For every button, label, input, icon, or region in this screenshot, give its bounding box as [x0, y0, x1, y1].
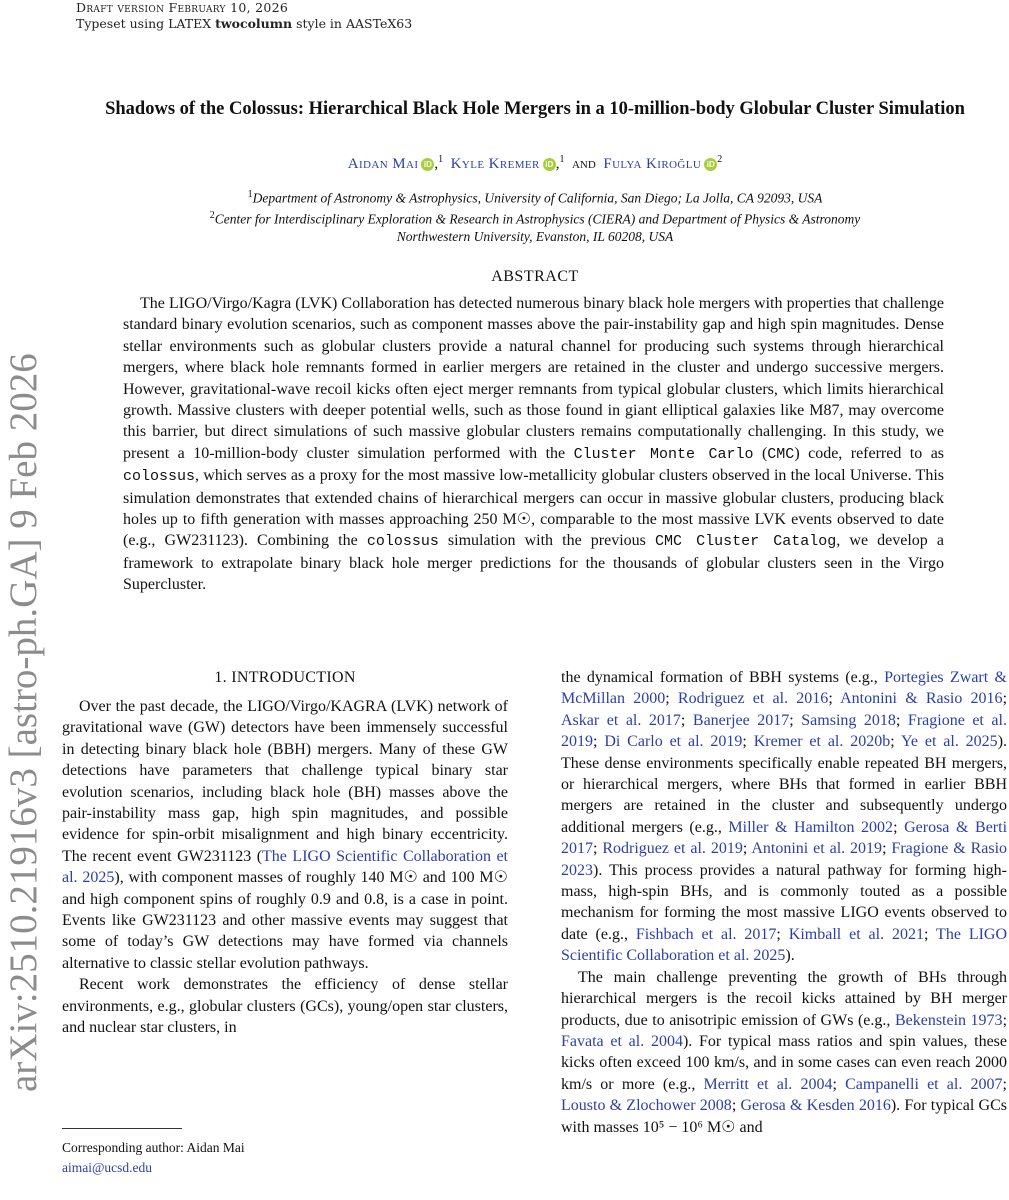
abstract-body: The LIGO/Virgo/Kagra (LVK) Collaboration has detected numerous binary black hole mergers with properties that challenge standard binary evolution scenarios, such as component masses above the pair-instability gap and high spin magnitudes. Dense stellar environments such as globular clusters provide a natural channel for producing such systems through hierarchical mergers, where black hole remnants formed in earlier mergers are retained in the cluster and undergo successive mergers. However, gravitational-wave recoil kicks often eject merger remnants from typical globular clusters, which limits hierarchical growth. Massive clusters with deeper potential wells, such as those found in giant elliptical galaxies like M87, may overcome this barrier, but direct simulations of such massive globular clusters remains computationally challenging. In this study, we present a 10-million-body cluster simulation performed with the Cluster Monte Carlo (CMC) code, referred to as colossus, which serves as a proxy for the most massive low-metallicity globular clusters observed in the local Universe. This simulation demonstrates that extended chains of hierarchical mergers can occur in massive globular clusters, producing black holes up to fifth generation with masses approaching 250 M☉, comparable to the most massive LVK events observed to date (e.g., GW231123). Combining the colossus simulation with the previous CMC Cluster Catalog, we develop a framework to extrapolate binary black hole merger predictions for the thousands of globular clusters seen in the Virgo Supercluster.: [123, 295, 945, 594]
citation-link[interactable]: Portegies Zwart & McMillan 2000: [561, 669, 1007, 708]
citation-link[interactable]: Banerjee 2017: [692, 711, 790, 729]
citation-link[interactable]: Gerosa & Berti 2017: [561, 818, 1008, 858]
corresponding-author: Corresponding author: Aidan Mai: [62, 1140, 245, 1155]
author-link[interactable]: Aidan Mai: [347, 156, 419, 172]
right-column: [561, 667, 1007, 1138]
citation-link[interactable]: Gerosa & Kesden 2016: [740, 1097, 891, 1115]
orcid-icon[interactable]: iD: [421, 158, 434, 171]
affiliation-2-line2: Northwestern University, Evanston, IL 60208, USA: [396, 229, 674, 244]
citation-link[interactable]: Antonini et al. 2019: [751, 840, 883, 858]
citation-link[interactable]: Fishbach et al. 2017: [635, 925, 777, 943]
latex-logo: LATEX: [168, 16, 212, 31]
citation-link[interactable]: Rodriguez et al. 2016: [677, 690, 829, 708]
arxiv-sidebar-stamp: arXiv:2510.21916v3 [astro-ph.GA] 9 Feb 2026: [2, 353, 45, 1092]
citation-link[interactable]: The LIGO Scientific Collaboration et al. 2025: [561, 925, 1008, 965]
draft-version: Draft version February 10, 2026: [76, 0, 289, 15]
paper-title: Shadows of the Colossus: Hierarchical Black Hole Mergers in a 10-million-body Globular Cluster Simulation: [105, 99, 965, 119]
affiliation-2: $^2$Center for Interdisciplinary Exploration & Research in Astrophysics (CIERA) and Department of Physics & Astronomy: [209, 210, 861, 227]
citation-link[interactable]: Bekenstein 1973: [894, 1011, 1003, 1029]
citation-link[interactable]: Merritt et al. 2004: [703, 1075, 833, 1093]
citation-link[interactable]: Kimball et al. 2021: [788, 925, 924, 943]
author-link[interactable]: Fulya Kiroğlu: [603, 156, 702, 172]
orcid-icon[interactable]: iD: [704, 158, 717, 171]
email-link[interactable]: aimai@ucsd.edu: [62, 1160, 153, 1175]
citation-link[interactable]: Kremer et al. 2020b: [753, 733, 891, 751]
paragraph: the dynamical formation of BBH systems (e.g., Portegies Zwart & McMillan 2000; Rodriguez et al. 2016; Antonini & Rasio 2016; Askar et al. 2017; Banerjee 2017; Samsing 2018; Fragione et al. 2019; Di Carlo et al. 2019; Kremer et al. 2020b; Ye et al. 2025). These dense environments specifically enable repeated BH mergers, or hierarchical mergers, where BHs that formed in earlier BBH mergers are retained in the cluster and subsequently undergo additional mergers (e.g., Miller & Hamilton 2002; Gerosa & Berti 2017; Rodriguez et al. 2019; Antonini et al. 2019; Fragione & Rasio 2023). This process provides a natural pathway for forming high-mass, high-spin BHs, and is commonly touted as a possible mechanism for forming the most massive LIGO events observed to date (e.g., Fishbach et al. 2017; Kimball et al. 2021; The LIGO Scientific Collaboration et al. 2025).: [561, 669, 1008, 965]
orcid-icon[interactable]: iD: [543, 158, 556, 171]
left-column: [62, 696, 508, 1039]
citation-link[interactable]: Lousto & Zlochower 2008: [561, 1097, 732, 1115]
author-list: Aidan Mai iD ,$^1$ Kyle Kremer iD ,$^1$ and Fulya Kiroğlu iD $^2$: [347, 154, 723, 172]
citation-link[interactable]: Fragione & Rasio 2023: [561, 840, 1008, 879]
author-link[interactable]: Kyle Kremer: [450, 156, 540, 172]
citation-link[interactable]: Samsing 2018: [801, 711, 896, 729]
citation-link[interactable]: Favata et al. 2004: [561, 1032, 683, 1050]
citation-link[interactable]: Fragione et al. 2019: [561, 711, 1007, 751]
citation-link[interactable]: Askar et al. 2017: [561, 711, 681, 729]
footnote-rule: [62, 1128, 182, 1129]
footnote: [62, 1138, 245, 1178]
citation-link[interactable]: The LIGO Scientific Collaboration et al. 2025: [62, 847, 508, 887]
authors-conjunction: and: [571, 156, 596, 172]
abstract-heading: ABSTRACT: [491, 268, 579, 285]
paragraph: The main challenge preventing the growth of BHs through hierarchical mergers is the recoil kicks attained by BH merger products, due to anisotripic emission of GWs (e.g., Bekenstein 1973; Favata et al. 2004). For typical mass ratios and spin values, these kicks often exceed 100 km/s, and in some cases can even reach 2000 km/s or more (e.g., Merritt et al. 2004; Campanelli et al. 2007; Lousto & Zlochower 2008; Gerosa & Kesden 2016). For typical GCs with masses 10⁵ − 10⁶ M☉ and: [561, 968, 1008, 1136]
paragraph: Recent work demonstrates the efficiency of dense stellar environments, e.g., globular clusters (GCs), young/open star clusters, and nuclear star clusters, in: [62, 976, 508, 1037]
citation-link[interactable]: Campanelli et al. 2007: [845, 1075, 1003, 1093]
typeset-line: Typeset using LATEX twocolumn style in AASTeX63: [76, 16, 413, 31]
citation-link[interactable]: Rodriguez et al. 2019: [602, 840, 743, 858]
section-heading-introduction: 1. INTRODUCTION: [214, 669, 356, 686]
affiliation-1: $^1$Department of Astronomy & Astrophysics, University of California, San Diego; La Jolla, CA 92093, USA: [247, 189, 823, 206]
citation-link[interactable]: Antonini & Rasio 2016: [840, 690, 1003, 708]
citation-link[interactable]: Di Carlo et al. 2019: [604, 733, 743, 751]
citation-link[interactable]: Miller & Hamilton 2002: [728, 818, 894, 836]
paragraph: Over the past decade, the LIGO/Virgo/KAGRA (LVK) network of gravitational wave (GW) detectors have been immensely successful in detecting binary black hole (BBH) mergers. Many of these GW detections have parameters that challenge typical binary star evolution scenarios, including black hole (BH) masses above the pair-instability mass gap, high spin magnitudes, and possible evidence for spin-orbit misalignment and high binary eccentricity. The recent event GW231123 (The LIGO Scientific Collaboration et al. 2025), with component masses of roughly 140 M☉ and 100 M☉ and high component spins of roughly 0.9 and 0.8, is a case in point. Events like GW231123 and other massive events may suggest that some of today’s GW detections may have formed via channels alternative to classic stellar evolution pathways.: [62, 698, 508, 972]
citation-link[interactable]: Ye et al. 2025: [900, 733, 998, 751]
